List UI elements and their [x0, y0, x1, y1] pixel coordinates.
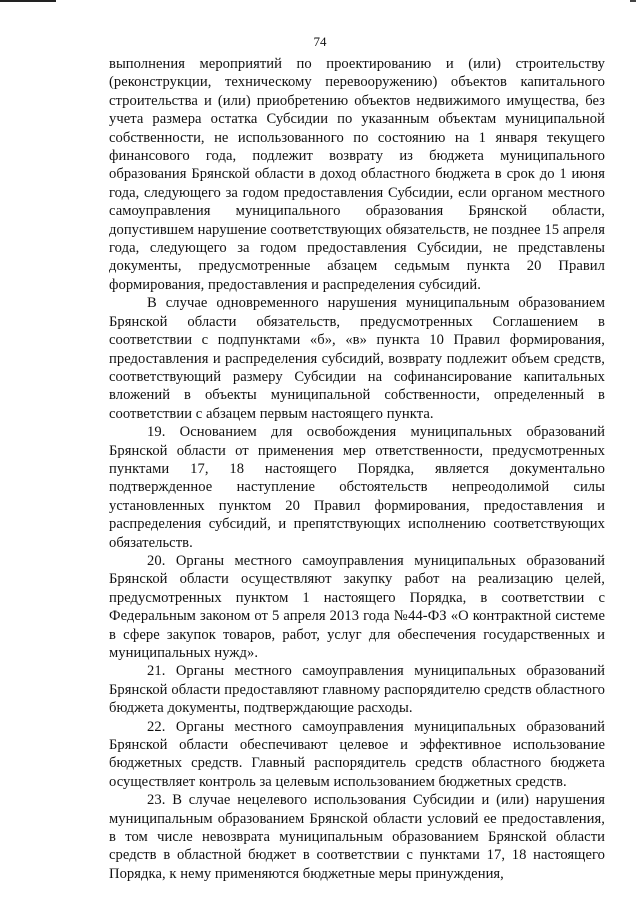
- paragraph-23: 23. В случае нецелевого использования Субсидии и (или) нарушения муниципальным образованием Брянской области условий ее предоставления, в том числе невозврата муниципальным образованием Брянской области средств в областной бюджет в соответствии с пунктами 17, 18 настоящего Порядка, к нему применяются бюджетные меры принуждения,: [109, 792, 605, 882]
- paragraph-simultaneous-violation: В случае одновременного нарушения муниципальным образованием Брянской области обязательств, предусмотренных Соглашением в соответствии с подпунктами «б», «в» пункта 10 Правил формирования, предоставления и распределения субсидий, возврату подлежит объем средств, соответствующий размеру Субсидии на софинансирование капитальных вложений в объекты муниципальной собственности, определенный в соответствии с абзацем первым настоящего пункта.: [109, 295, 605, 422]
- paragraph-21: 21. Органы местного самоуправления муниципальных образований Брянской области предоставляют главному распорядителю средств областного бюджета документы, подтверждающие расходы.: [109, 663, 605, 717]
- paragraph-continuation: выполнения мероприятий по проектированию и (или) строительству (реконструкции, техническому перевооружению) объектов капитального строительства и (или) приобретению объектов недвижимого имущества, без учета размера остатка Субсидии по указанным объектам муниципальной собственности, не использованного по состоянию на 1 января текущего финансового года, подлежит возврату из бюджета муниципального образования Брянской области в доход областного бюджета в срок до 1 июня года, следующего за годом предоставления Субсидии, если органом местного самоуправления муниципального образования Брянской области, допустившем нарушение соответствующих обязательств, не позднее 15 апреля года, следующего за годом предоставления Субсидии, не представлены документы, предусмотренные абзацем седьмым пункта 20 Правил формирования, предоставления и распределения субсидий.: [109, 56, 605, 293]
- scan-corner-mark: [630, 0, 636, 2]
- paragraph-19: 19. Основанием для освобождения муниципальных образований Брянской области от применения мер ответственности, предусмотренных пунктами 17, 18 настоящего Порядка, является документально подтвержденное наступление обстоятельств непреодолимой силы установленных пунктом 20 Правил формирования, предоставления и распределения субсидий, и препятствующих исполнению соответствующих обязательств.: [109, 424, 605, 551]
- scan-edge-mark: [0, 0, 56, 2]
- document-body: [109, 55, 605, 883]
- page-number: 74: [313, 34, 327, 49]
- paragraph-20: 20. Органы местного самоуправления муниципальных образований Брянской области осуществляют закупку работ на реализацию целей, предусмотренных пунктом 1 настоящего Порядка, в соответствии с Федеральным законом от 5 апреля 2013 года №44-ФЗ «О контрактной системе в сфере закупок товаров, работ, услуг для обеспечения государственных и муниципальных нужд».: [109, 552, 605, 661]
- paragraph-22: 22. Органы местного самоуправления муниципальных образований Брянской области обеспечивают целевое и эффективное использование бюджетных средств. Главный распорядитель средств областного бюджета осуществляет контроль за целевым использованием бюджетных средств.: [109, 718, 605, 790]
